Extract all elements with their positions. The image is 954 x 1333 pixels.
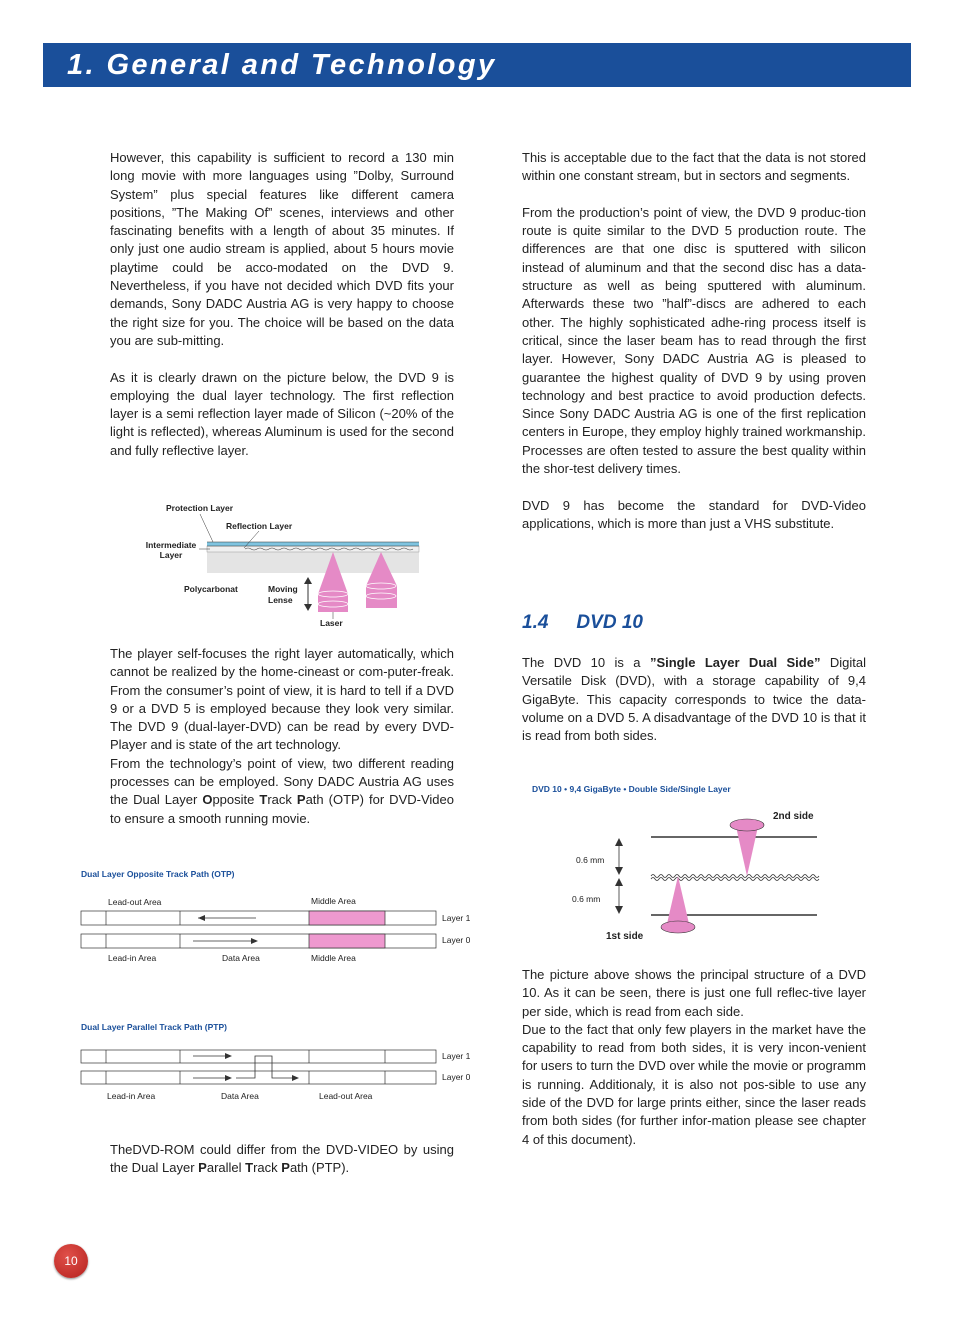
paragraph: The picture above shows the principal structure of a DVD 10. As it can be seen, there is just one full reflec-tive layer per side, which is read from each side. [522, 967, 866, 1019]
ptp-layer1-label: Layer 1 [442, 1051, 471, 1061]
reflection-layer [207, 542, 419, 546]
otp-leadin-label: Lead-in Area [108, 953, 157, 963]
page-title: 1. General and Technology [67, 49, 497, 81]
ptp-layer0 [81, 1071, 436, 1084]
lens [366, 593, 396, 599]
laser-bottom [666, 876, 690, 928]
intermediate-label-2: Layer [159, 550, 183, 560]
otp-leadout-label: Lead-out Area [108, 897, 162, 907]
ptp-path-line [236, 1056, 292, 1078]
pointer-line [200, 514, 213, 542]
ptp-leadin-label: Lead-in Area [107, 1091, 156, 1101]
lens [730, 819, 764, 831]
protection-layer-label: Protection Layer [166, 503, 234, 513]
otp-caption: Dual Layer Opposite Track Path (OTP) [81, 869, 235, 879]
first-side-label: 1st side [606, 931, 644, 942]
paragraph: Due to the fact that only few players in the market have the capability to read from both sides, it is very incon-venient for users to turn the DVD over while the movie or programm is running. Additionaly, it is also not pos-sible to use any side of the DVD for large prints either, since the laser reads from both sides (for further infor-mation please see chapter 4 of this document). [522, 1021, 866, 1147]
paragraph: As it is clearly drawn on the picture below, the DVD 9 is employing the dual layer technology. The first reflection layer is a semi reflection layer made of Silicon (~20% of the light is reflected), whereas Aluminum is used for the second and fully reflective layer. [110, 369, 454, 458]
laser-beam-2 [366, 552, 397, 608]
arrow-left-icon [198, 915, 205, 921]
lens [366, 583, 396, 589]
arrow-up-icon [304, 577, 312, 584]
arrow-right-icon [251, 938, 258, 944]
paragraph: This is acceptable due to the fact that the data is not stored within one constant stream, but in sectors and segments. [522, 150, 866, 184]
paragraph: From the production’s point of view, the DVD 9 produc-tion route is quite similar to the DVD 5 production route. The differences are that one disc is sputtered with silicon instead of aluminum and that the second disc has a data-structure as well as being sputtered with aluminum. Afterwards these two ”half”-discs are adhered to each other. The highly sophisticated adhe-ring process itself is critical, since the laser beam has to read through the first layer. However, Sony DADC Austria AG is pleased to guarantee the highest quality of DVD 9 by using proven technology and best practice to avoid production defects. Since Sony DADC Austria AG is one of the first replication centers in Europe, they employ highly trained workmanship. Processes are often tested to assure the best quality within the shor-test delivery times. [522, 204, 866, 477]
arrow-right-icon [292, 1075, 299, 1081]
laser-label: Laser [320, 618, 343, 628]
dvd10-caption: DVD 10 • 9,4 GigaByte • Double Side/Single Layer [532, 784, 731, 794]
paragraph: DVD 9 has become the standard for DVD-Video applications, which is more than just a VHS substitute. [522, 497, 866, 531]
mm-top-label: 0.6 mm [576, 855, 605, 865]
lens [318, 591, 348, 597]
laser-top [735, 822, 759, 876]
ptp-layer1 [81, 1050, 436, 1063]
lens [318, 601, 348, 607]
left-column-bottom [110, 1141, 454, 1178]
right-column-dvd10 [522, 654, 866, 745]
otp-layer0-label: Layer 0 [442, 935, 471, 945]
moving-label-1: Moving [268, 584, 298, 594]
otp-layer1 [81, 911, 436, 925]
ptp-layer0-label: Layer 0 [442, 1072, 471, 1082]
polycarbonat-label: Polycarbonat [184, 584, 238, 594]
otp-middle-area [309, 934, 385, 948]
moving-label-2: Lense [268, 595, 293, 605]
section-heading: 1.4 DVD 10 [522, 612, 643, 633]
mm-bottom-label: 0.6 mm [572, 894, 601, 904]
pointer-line [244, 531, 259, 548]
left-column [110, 149, 454, 478]
wavy-layer [245, 548, 413, 550]
intermediate-layer [207, 546, 419, 552]
ptp-leadout-label: Lead-out Area [319, 1091, 373, 1101]
arrow-up-icon [615, 838, 623, 846]
reflection-layer-label: Reflection Layer [226, 521, 293, 531]
paragraph-otp: From the technology’s point of view, two different reading processes can be employed. Sony DADC Austria AG uses the Dual Layer Opposite Track Path (OTP) for DVD-Video to ensure a smooth running movie. [110, 755, 454, 826]
paragraph-ptp: TheDVD-ROM could differ from the DVD-VIDEO by using the Dual Layer Parallel Track Path (PTP). [110, 1142, 454, 1176]
page-header [43, 43, 911, 87]
page-number: 10 [54, 1244, 88, 1278]
otp-middle-bottom-label: Middle Area [311, 953, 356, 963]
arrow-down-icon [615, 867, 623, 875]
otp-data-label: Data Area [222, 953, 260, 963]
otp-middle-area [309, 911, 385, 925]
arrow-down-icon [304, 604, 312, 611]
lens [661, 921, 695, 933]
data-layer-wave [651, 875, 819, 878]
polycarbonat-layer [207, 552, 419, 573]
otp-middle-top-label: Middle Area [311, 896, 356, 906]
intermediate-label-1: Intermediate [145, 540, 197, 550]
arrow-right-icon [225, 1053, 232, 1059]
laser-beam-1 [318, 552, 348, 612]
otp-layer0 [81, 934, 436, 948]
second-side-label: 2nd side [773, 811, 814, 822]
paragraph-dvd10: The DVD 10 is a ”Single Layer Dual Side” Digital Versatile Disk (DVD), with a storage capability of 9,4 GigaByte. This capacity corresponds to twice the data-volume on a DVD 5. A disadvantage of the DVD 10 is that it is read from both sides. [522, 655, 866, 744]
ptp-caption: Dual Layer Parallel Track Path (PTP) [81, 1022, 227, 1032]
paragraph: The player self-focuses the right layer automatically, which cannot be realized by the home-cineast or com-puter-freak. From the consumer’s point of view, it is hard to tell if a DVD 9 or a DVD 5 is employed because they look very similar. The DVD 9 (dual-layer-DVD) can be read by every DVD-Player and is state of the art technology. [110, 646, 454, 753]
arrow-down-icon [615, 906, 623, 914]
ptp-data-label: Data Area [221, 1091, 259, 1101]
right-column-bottom [522, 966, 866, 1149]
arrow-right-icon [225, 1075, 232, 1081]
otp-layer1-label: Layer 1 [442, 913, 471, 923]
left-column-lower [110, 645, 454, 828]
paragraph: However, this capability is sufficient to record a 130 min long movie with more languages using ”Dolby, Surround System” plus special features like different camera positions, ”The Making Of” scenes, interviews and other fascinating benefits with a length of about 35 minutes. If only just one audio stream is applied, about 5 hours movie playtime could be acco-modated on the DVD 9. Nevertheless, if you have not decided which DVD fits your demands, Sony DADC Austria AG is very happy to choose the right size for you. The choice will be based on the data you are sub-mitting. [110, 150, 454, 348]
right-column [522, 149, 866, 552]
arrow-up-icon [615, 878, 623, 886]
